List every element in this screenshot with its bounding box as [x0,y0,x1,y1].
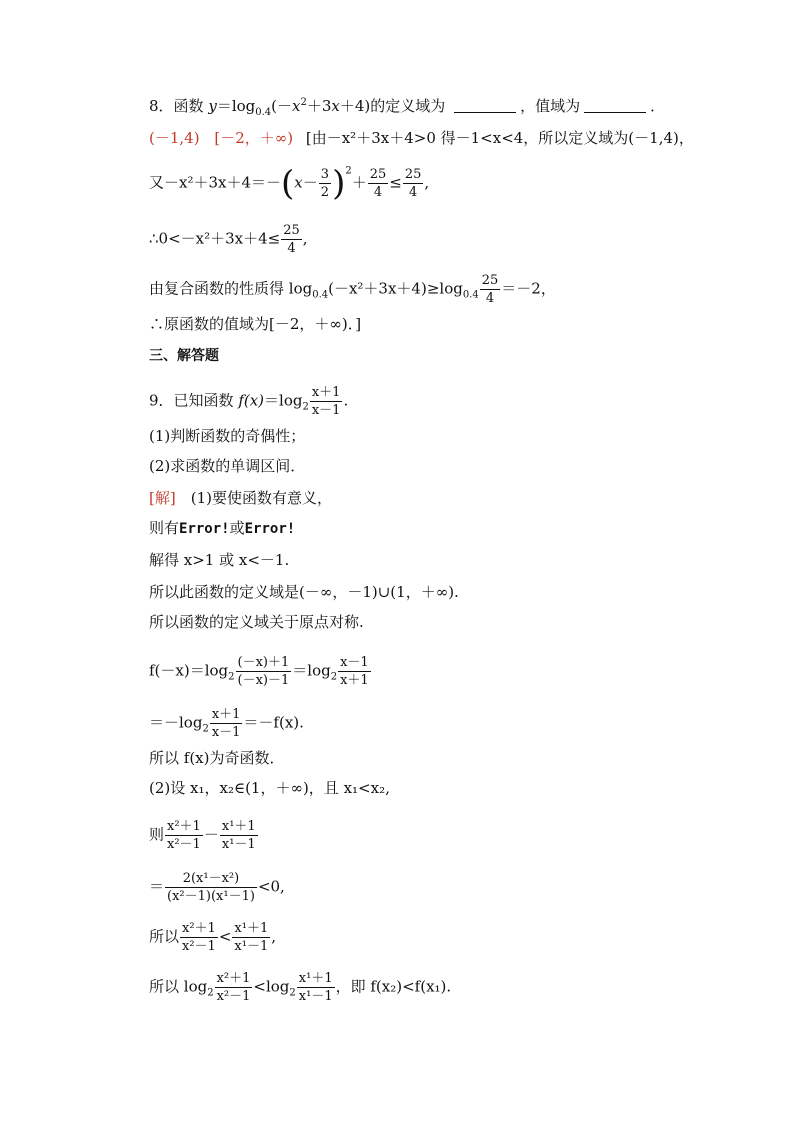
fraction-25-4 [368,166,389,201]
l5-mid: (－x²＋3x＋4)≥log [328,279,463,298]
paren-close: ) [332,163,346,204]
frac-den: x¹－1 [234,939,269,954]
err-pre: 则有 [149,519,180,537]
answer-blank-1 [454,98,516,113]
frac-den: x²－1 [216,989,251,1004]
s11-lt: <log [253,977,290,996]
l5-base2: 0.4 [462,289,479,301]
frac-num: 25 [369,167,387,182]
solution-s3: 所以函数的定义域关于原点对称. [149,613,364,631]
solution-s1: 解得 x>1 或 x<－1. [149,551,290,569]
s8-fraction-1 [165,818,203,853]
s5-base: 2 [202,723,209,735]
q8-x2: x [331,97,340,115]
frac-den: (－x)－1 [237,673,290,688]
frac-den: 4 [373,185,383,200]
q9-end: . [343,391,349,410]
q8-log: ＝log [216,97,256,115]
solution-s11 [149,970,451,1005]
l4-end: , [302,229,308,248]
q9-pre: 9．已知函数 [149,391,239,410]
solution-text: (1)要使函数有意义， [175,489,332,507]
q8-base: 0.4 [255,107,272,118]
q8-end: ． [650,97,666,115]
s8-minus: － [203,825,219,844]
s10-lt: < [218,927,232,946]
solution-line-5 [149,272,556,307]
frac-num: x¹＋1 [234,921,269,936]
answer-explanation: [由－x²＋3x＋4>0 得－1<x<4，所以定义域为(－1,4)， [305,129,694,147]
solution-tag: [解] [149,489,176,507]
error-text-1: Error! [179,521,230,537]
frac-den: x＋1 [340,673,369,688]
s11-pre: 所以 log [149,977,208,996]
frac-den: x²－1 [182,939,216,954]
frac-den: x－1 [211,725,241,740]
solution-s4 [149,654,372,689]
frac-den: (x²－1)(x¹－1) [167,889,255,904]
s5-pre: ＝－log [149,713,203,732]
l3-x: x [294,173,303,192]
s4-fraction-2 [338,654,371,689]
q8-arg-c: ＋4)的定义域为 [339,97,446,115]
frac-num: x＋1 [311,385,341,400]
q9-log: ＝log [264,391,303,410]
s8-fraction-2 [220,818,258,853]
l5-end: ＝－2， [501,279,556,298]
frac-den: x¹－1 [298,989,333,1004]
s8-pre: 则 [149,825,165,844]
q9-fx: f(x) [238,391,265,410]
fraction-25-4-c [281,222,302,257]
solution-start [149,488,332,508]
frac-den: 2 [320,185,330,200]
frac-num: 25 [404,167,422,182]
answer-blank-2 [584,98,646,113]
error-line [149,518,295,539]
error-text-2: Error! [244,521,296,537]
frac-num: x－1 [340,655,369,670]
solution-line-4 [149,222,308,257]
answer-domain: (－1,4) [149,129,200,147]
s5-end: ＝－f(x). [243,713,304,732]
s11-fraction-1 [215,970,253,1005]
solution-line-6: ∴原函数的值域为[－2，＋∞)．] [149,315,362,333]
l3-pre: 又－x²＋3x＋4＝－ [149,173,282,192]
frac-num: x¹＋1 [298,971,333,986]
l3-plus: ＋ [351,173,367,192]
s11-end: ，即 f(x₂)<f(x₁). [335,977,452,996]
frac-den: x¹－1 [221,837,256,852]
s4-base: 2 [228,671,235,683]
answer-range: [－2，＋∞) [214,129,294,147]
s10-fraction-2 [232,920,270,955]
frac-num: x＋1 [211,707,241,722]
q8-mid: ，值域为 [520,97,581,115]
solution-s10 [149,920,276,955]
q8-y: y [208,97,217,115]
q8-arg-b: ＋3 [306,97,332,115]
question-8 [149,96,665,116]
s5-fraction [210,706,243,741]
fraction-3-2 [319,166,331,201]
frac-den: 4 [287,241,296,256]
solution-s9 [149,870,285,905]
l3-le: ≤ [389,173,402,192]
q8-sq: 2 [300,97,307,108]
q8-number: 8．函数 [149,97,204,115]
frac-den: 4 [408,185,418,200]
s4-pre: f(－x)＝log [149,661,229,680]
answer-8 [149,128,694,148]
s9-pre: ＝ [149,877,165,896]
frac-num: x²＋1 [182,921,216,936]
frac-num: (－x)＋1 [237,655,290,670]
solution-s7: (2)设 x₁，x₂∈(1，＋∞)，且 x₁<x₂, [149,779,390,797]
q9-part-2: (2)求函数的单调区间． [149,457,306,475]
frac-num: x²＋1 [216,971,251,986]
section-heading: 三、解答题 [149,348,219,364]
s4-base2: 2 [330,671,338,683]
frac-num: x¹＋1 [221,819,256,834]
solution-line-3 [149,163,430,204]
frac-den: x－1 [311,403,341,418]
s4-fraction-1 [236,654,292,689]
q9-part-1: (1)判断函数的奇偶性； [149,427,306,445]
l3-minus: － [302,173,318,192]
solution-s5 [149,706,304,741]
s11-base-2: 2 [289,987,296,999]
solution-s2: 所以此函数的定义域是(－∞，－1)∪(1，＋∞). [149,583,459,601]
fraction-25-4-d [480,272,501,307]
solution-s6: 所以 f(x)为奇函数． [149,749,285,767]
frac-num: 25 [283,223,300,238]
s11-base-1: 2 [207,987,214,999]
l3-end: , [424,173,430,192]
s4-eq: ＝log [292,661,331,680]
s10-fraction-1 [180,920,218,955]
l5-base: 0.4 [312,289,329,301]
frac-den: 4 [485,291,495,306]
paren-open: ( [281,163,295,204]
frac-den: x²－1 [167,837,201,852]
s11-fraction-2 [297,970,335,1005]
l3-sq: 2 [345,165,352,177]
l5-pre: 由复合函数的性质得 log [149,279,313,298]
frac-num: x²＋1 [167,819,201,834]
s10-end: , [271,927,277,946]
frac-num: 2(x¹－x²) [165,870,257,888]
fraction-25-4-b [403,166,424,201]
err-or: 或 [229,519,245,537]
s10-pre: 所以 [149,927,180,946]
question-9 [149,384,348,419]
frac-num: 25 [481,273,499,288]
l4-pre: ∴0<－x²＋3x＋4≤ [149,229,281,248]
s9-end: <0, [257,877,285,896]
q9-base: 2 [302,401,309,413]
frac-num: 3 [320,167,330,182]
q8-arg-a: (－ [271,97,293,115]
q8-x: x [292,97,301,115]
q9-fraction [310,384,343,419]
solution-s8 [149,818,259,853]
s9-fraction [165,870,257,905]
